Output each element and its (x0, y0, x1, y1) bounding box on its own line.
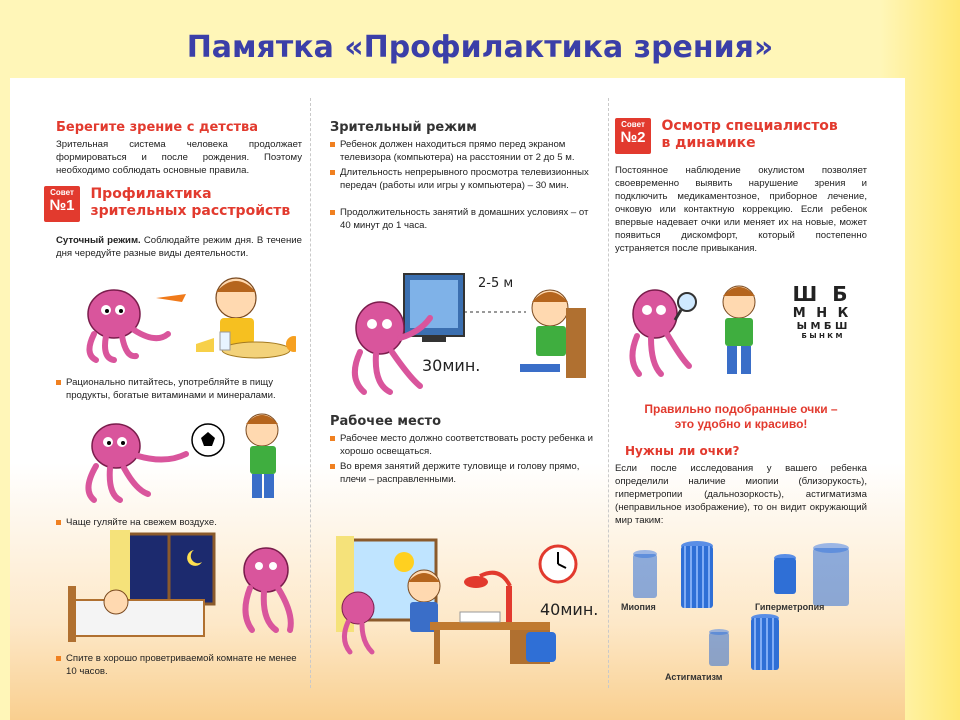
sovet-badge: Совет №2 (615, 118, 651, 154)
bullet-workplace: Рабочее место должно соответствовать росту ребенка и хорошо освещаться. (330, 432, 600, 458)
glass-icon (220, 332, 230, 350)
tv-illustration (330, 268, 605, 408)
plate-icon (222, 342, 290, 358)
section-heading: Нужны ли очки? (625, 444, 740, 458)
carrot-icon (156, 294, 186, 302)
sovet2-block (615, 118, 870, 154)
label-astigmatism: Астигматизм (665, 672, 723, 682)
need-glasses-text: Если после исследования у вашего ребенка определили наличие миопии (близорукость), гиперметропии (дальнозоркость), астигматизма (неправильное изображение), то он видит окружающий мир таким: (615, 463, 867, 526)
eating-illustration (56, 274, 296, 366)
section-heading: Зрительный режим (330, 120, 477, 135)
column-protect-vision (40, 78, 302, 720)
bullet-duration: Длительность непрерывного просмотра телевизионных передач (работы или игры у компьютера) – 30 мин. (330, 166, 600, 192)
sovet-title: Профилактика зрительных расстройств (90, 186, 291, 219)
sleeping-illustration (44, 530, 304, 650)
specialist-text: Постоянное наблюдение окулистом позволяет своевременно выявить нарушение зрения и подключить медикаментозное, приборное лечение, очковую или контактную коррекцию. Если ребенок впервые надевает очки или меняет их на новые, может появиться дискомфорт, который постепенно устраняется после привыкания. (615, 165, 867, 254)
eye-chart: Ш Б М Н К Ы М Б Ш Б Ы Н К М (792, 282, 852, 340)
sovet-badge: Совет №1 (44, 186, 80, 222)
clock-icon (540, 546, 576, 582)
sovet-title: Осмотр специалистов в динамике (661, 118, 838, 151)
boy-icon (520, 290, 586, 378)
bullet-posture: Во время занятий держите туловище и голову прямо, плечи – расправленными. (330, 460, 600, 486)
octopus-icon (342, 592, 374, 652)
bullet-distance: Ребенок должен находиться прямо перед экраном телевизора (компьютера) на расстоянии от 2 до 5 м. (330, 138, 600, 164)
column-visual-regime (318, 78, 603, 720)
time-40-label: 40мин. (540, 600, 599, 619)
intro-text: Зрительная система человека продолжает формироваться и после рождения. Поэтому необходимо соблюдать основные правила. (56, 139, 302, 176)
jar-icon (774, 554, 796, 594)
section-heading: Берегите зрение с детства (56, 120, 259, 135)
memo-sheet (10, 78, 905, 720)
column-divider (608, 98, 609, 688)
chair-icon (566, 308, 586, 378)
eye-exam-illustration (621, 280, 781, 380)
column-specialist (615, 78, 870, 720)
daily-regime-text: Суточный режим. Соблюдайте режим дня. В течение дня чередуйте разные виды деятельности. (56, 235, 302, 259)
jar-icon (681, 541, 713, 608)
cheese-icon (196, 338, 214, 352)
book-icon (460, 612, 500, 622)
bullet-food: Рационально питайтесь, употребляйте в пищу продукты, богатые витаминами и минералами. (56, 376, 302, 402)
bullet-home-study: Продолжительность занятий в домашних условиях – от 40 минут до 1 часа. (330, 206, 600, 232)
time-30-label: 30мин. (422, 356, 481, 375)
octopus-icon (88, 290, 168, 360)
column-divider (310, 98, 311, 688)
magnifier-icon (675, 293, 696, 320)
ball-icon (192, 424, 224, 456)
page-title: Памятка «Профилактика зрения» (186, 30, 774, 65)
sovet1-block (44, 186, 304, 222)
section-heading: Рабочее место (330, 414, 442, 429)
jar-icon (751, 614, 779, 670)
football-illustration (56, 410, 296, 510)
boy-icon (246, 414, 278, 498)
label-hypermetropia: Гиперметропия (755, 602, 825, 612)
distance-label: 2-5 м (478, 276, 514, 291)
octopus-icon (244, 548, 291, 630)
glasses-slogan: Правильно подобранные очки – это удобно и красиво! (644, 402, 838, 431)
octopus-icon (88, 424, 186, 500)
bullet-walk: Чаще гуляйте на свежем воздухе. (56, 516, 302, 529)
bullet-sleep: Спите в хорошо проветриваемой комнате не менее 10 часов. (56, 652, 302, 678)
jar-icon (633, 550, 657, 598)
label-myopia: Миопия (621, 602, 656, 612)
boy-icon (723, 286, 755, 374)
backpack-icon (526, 632, 556, 662)
jar-icon (709, 629, 729, 666)
jar-icon (813, 543, 849, 606)
